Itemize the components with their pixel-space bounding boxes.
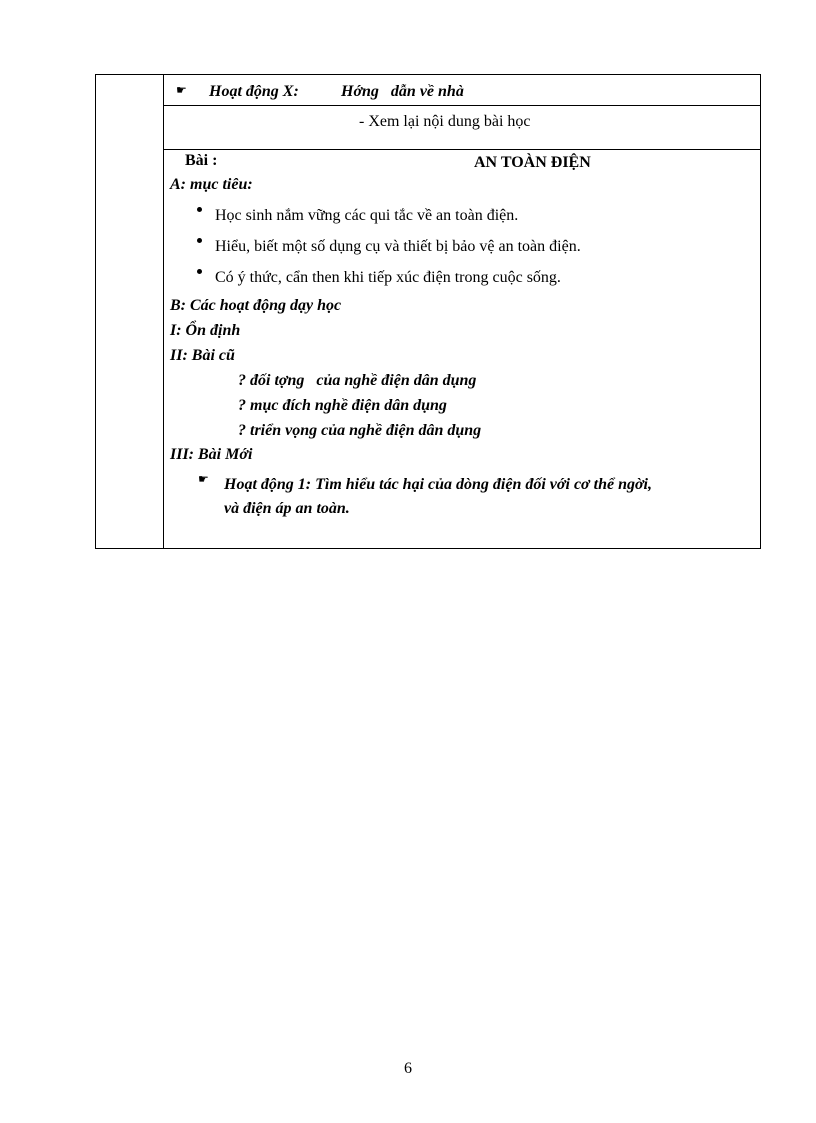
activity-x-title: Hớng dẫn về nhà bbox=[341, 83, 464, 100]
objective-item: Hiểu, biết một số dụng cụ và thiết bị bảo vệ an toàn điện. bbox=[215, 238, 581, 255]
activity-x-heading: Hoạt động X: bbox=[209, 83, 299, 100]
old-lesson-question: ? mục đích nghề điện dân dụng bbox=[238, 397, 447, 414]
row-divider bbox=[164, 149, 760, 150]
activities-heading: B: Các hoạt động dạy học bbox=[170, 297, 342, 314]
new-lesson-heading: III: Bài Mới bbox=[170, 446, 253, 463]
lesson-title: AN TOÀN ĐIỆN bbox=[474, 154, 591, 171]
objective-item: Có ý thức, cẩn then khi tiếp xúc điện trong cuộc sống. bbox=[215, 269, 561, 286]
objective-item: Học sinh nắm vững các qui tắc về an toàn điện. bbox=[215, 207, 519, 224]
table-left-column bbox=[96, 75, 164, 548]
bullet bbox=[197, 238, 202, 243]
page-number: 6 bbox=[404, 1060, 412, 1077]
lesson-table bbox=[95, 74, 761, 549]
review-text: - Xem lại nội dung bài học bbox=[359, 113, 531, 130]
row-divider bbox=[164, 105, 760, 106]
pointing-hand-icon: ☛ bbox=[176, 83, 187, 97]
old-lesson-question: ? đối tợng của nghề điện dân dụng bbox=[238, 372, 477, 389]
activity1-line1: Hoạt động 1: Tìm hiểu tác hại của dòng điện đối với cơ thể ngời, bbox=[224, 476, 652, 493]
bullet bbox=[197, 207, 202, 212]
lesson-label: Bài : bbox=[185, 152, 218, 169]
stabilize-heading: I: Ổn định bbox=[170, 322, 241, 339]
old-lesson-heading: II: Bài cũ bbox=[170, 347, 235, 364]
old-lesson-question: ? triển vọng của nghề điện dân dụng bbox=[238, 422, 482, 439]
objectives-heading: A: mục tiêu: bbox=[170, 176, 253, 193]
pointing-hand-icon: ☛ bbox=[198, 472, 209, 486]
bullet bbox=[197, 269, 202, 274]
activity1-line2: và điện áp an toàn. bbox=[224, 500, 350, 517]
